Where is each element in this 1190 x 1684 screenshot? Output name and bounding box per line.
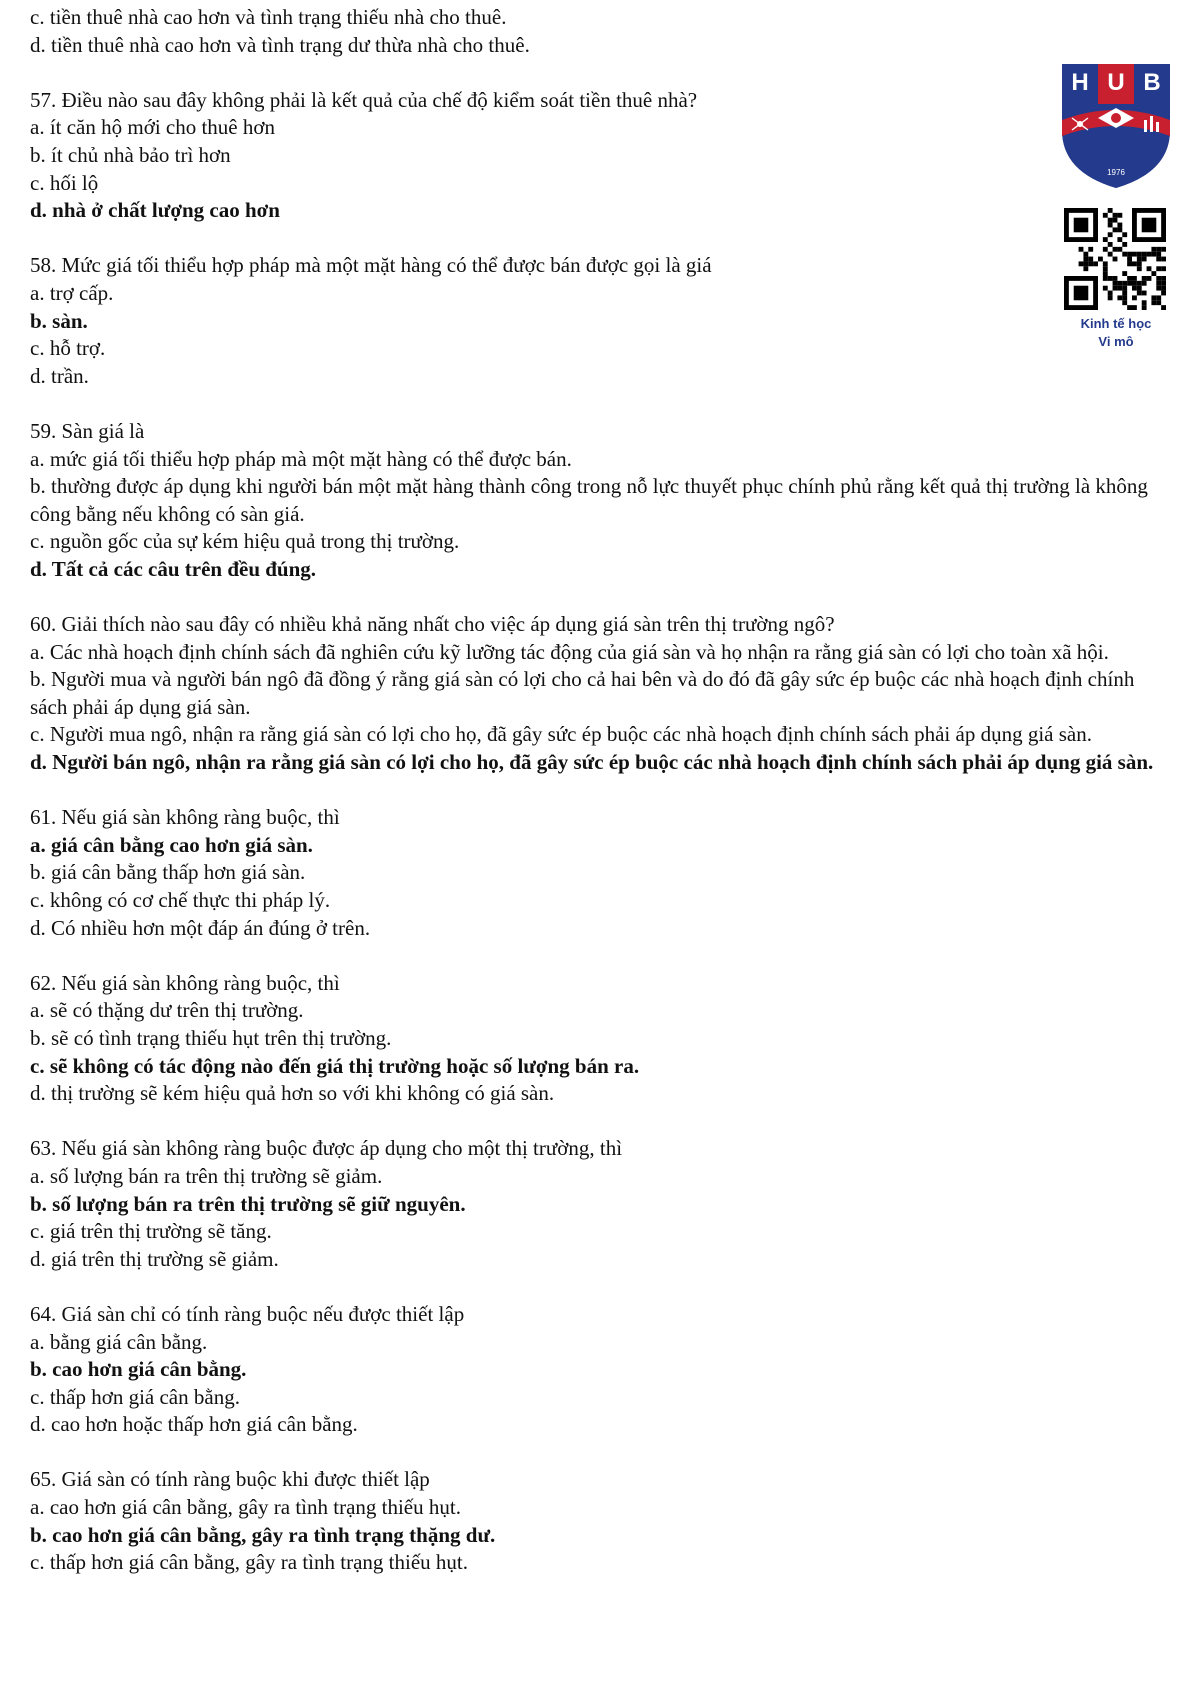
text-line: a. mức giá tối thiểu hợp pháp mà một mặt hàng có thể được bán. <box>30 446 572 471</box>
answer-line-correct: b. cao hơn giá cân bằng. <box>30 1357 247 1382</box>
text-line: a. cao hơn giá cân bằng, gây ra tình trạng thiếu hụt. <box>30 1495 461 1520</box>
text-line: c. không có cơ chế thực thi pháp lý. <box>30 888 331 912</box>
text-line: c. thấp hơn giá cân bằng, gây ra tình trạng thiếu hụt. <box>30 1550 468 1575</box>
text-line: d. cao hơn hoặc thấp hơn giá cân bằng. <box>30 1412 358 1437</box>
shield-letter-u: U <box>1107 69 1125 96</box>
paragraph-spacer <box>30 777 1160 805</box>
paragraph-spacer <box>30 942 1160 970</box>
answer-line-correct: b. số lượng bán ra trên thị trường sẽ giữ nguyên. <box>30 1191 466 1216</box>
paragraph-spacer <box>30 1273 1160 1301</box>
text-line: a. số lượng bán ra trên thị trường sẽ giảm. <box>30 1163 383 1188</box>
paragraph-spacer <box>30 1108 1160 1136</box>
text-line: 61. Nếu giá sàn không ràng buộc, thì <box>30 805 340 830</box>
text-line: b. thường được áp dụng khi người bán một mặt hàng thành công trong nỗ lực thuyết phục chính phủ rằng kết quả thị trường là không công bằng nếu không có sàn giá. <box>30 474 1148 526</box>
text-line: b. ít chủ nhà bảo trì hơn <box>30 142 231 167</box>
text-line: c. Người mua ngô, nhận ra rằng giá sàn có lợi cho họ, đã gây sức ép buộc các nhà hoạch định chính sách phải áp dụng giá sàn. <box>30 722 1092 747</box>
answer-line-correct: d. Người bán ngô, nhận ra rằng giá sàn có lợi cho họ, đã gây sức ép buộc các nhà hoạch định chính sách phải áp dụng giá sàn. <box>30 750 1154 775</box>
text-line: 62. Nếu giá sàn không ràng buộc, thì <box>30 970 340 995</box>
text-line: c. thấp hơn giá cân bằng. <box>30 1384 240 1409</box>
text-line: 58. Mức giá tối thiểu hợp pháp mà một mặt hàng có thể được bán được gọi là giá <box>30 253 712 278</box>
shield-letter-h: H <box>1071 69 1089 96</box>
text-line: 57. Điều nào sau đây không phải là kết quả của chế độ kiểm soát tiền thuê nhà? <box>30 87 698 112</box>
text-line: d. trần. <box>30 363 89 388</box>
answer-line-correct: b. sàn. <box>30 308 88 333</box>
document-page <box>30 4 1160 1577</box>
text-line: a. bằng giá cân bằng. <box>30 1329 208 1354</box>
text-line: a. ít căn hộ mới cho thuê hơn <box>30 115 275 140</box>
text-line: c. tiền thuê nhà cao hơn và tình trạng thiếu nhà cho thuê. <box>30 5 507 29</box>
answer-line-correct: c. sẽ không có tác động nào đến giá thị trường hoặc số lượng bán ra. <box>30 1053 640 1078</box>
text-line: b. sẽ có tình trạng thiếu hụt trên thị trường. <box>30 1025 392 1050</box>
text-line: d. thị trường sẽ kém hiệu quả hơn so với khi không có giá sàn. <box>30 1081 555 1106</box>
text-line: a. sẽ có thặng dư trên thị trường. <box>30 998 304 1023</box>
text-line: d. tiền thuê nhà cao hơn và tình trạng dư thừa nhà cho thuê. <box>30 32 530 57</box>
text-line: d. Có nhiều hơn một đáp án đúng ở trên. <box>30 915 371 940</box>
paragraph-spacer <box>30 59 1160 87</box>
shield-year: 1976 <box>1107 168 1125 177</box>
text-line: b. giá cân bằng thấp hơn giá sàn. <box>30 860 306 885</box>
text-line: a. trợ cấp. <box>30 280 114 305</box>
paragraph-spacer <box>30 390 1160 418</box>
text-line: a. Các nhà hoạch định chính sách đã nghiên cứu kỹ lưỡng tác động của giá sàn và họ nhận ra rằng giá sàn có lợi cho toàn xã hội. <box>30 639 1109 664</box>
shield-letter-b: B <box>1143 69 1161 96</box>
answer-line-correct: b. cao hơn giá cân bằng, gây ra tình trạng thặng dư. <box>30 1522 496 1547</box>
text-line: c. hỗ trợ. <box>30 336 106 361</box>
text-line: 60. Giải thích nào sau đây có nhiều khả năng nhất cho việc áp dụng giá sàn trên thị trường ngô? <box>30 612 835 637</box>
paragraph-spacer <box>30 1439 1160 1467</box>
text-line: c. nguồn gốc của sự kém hiệu quả trong thị trường. <box>30 529 460 554</box>
answer-line-correct: d. Tất cả các câu trên đều đúng. <box>30 556 317 581</box>
answer-line-correct: d. nhà ở chất lượng cao hơn <box>30 198 280 223</box>
course-title-line2: Vi mô <box>1098 334 1134 349</box>
text-line: 63. Nếu giá sàn không ràng buộc được áp dụng cho một thị trường, thì <box>30 1136 623 1161</box>
text-line: d. giá trên thị trường sẽ giảm. <box>30 1246 279 1271</box>
answer-line-correct: a. giá cân bằng cao hơn giá sàn. <box>30 832 313 857</box>
text-line: b. Người mua và người bán ngô đã đồng ý rằng giá sàn có lợi cho cả hai bên và do đó đã gây sức ép buộc các nhà hoạch định chính sách phải áp dụng giá sàn. <box>30 667 1135 719</box>
text-line: 64. Giá sàn chỉ có tính ràng buộc nếu được thiết lập <box>30 1301 465 1326</box>
hub-shield-logo <box>1058 60 1174 192</box>
course-title-line1: Kinh tế học <box>1080 316 1152 331</box>
paragraph-spacer <box>30 225 1160 253</box>
qr-code-icon <box>1064 208 1166 310</box>
paragraph-spacer <box>30 583 1160 611</box>
text-line: 65. Giá sàn có tính ràng buộc khi được thiết lập <box>30 1467 430 1492</box>
text-line: c. giá trên thị trường sẽ tăng. <box>30 1219 272 1244</box>
text-line: 59. Sàn giá là <box>30 418 145 443</box>
text-line: c. hối lộ <box>30 170 99 195</box>
